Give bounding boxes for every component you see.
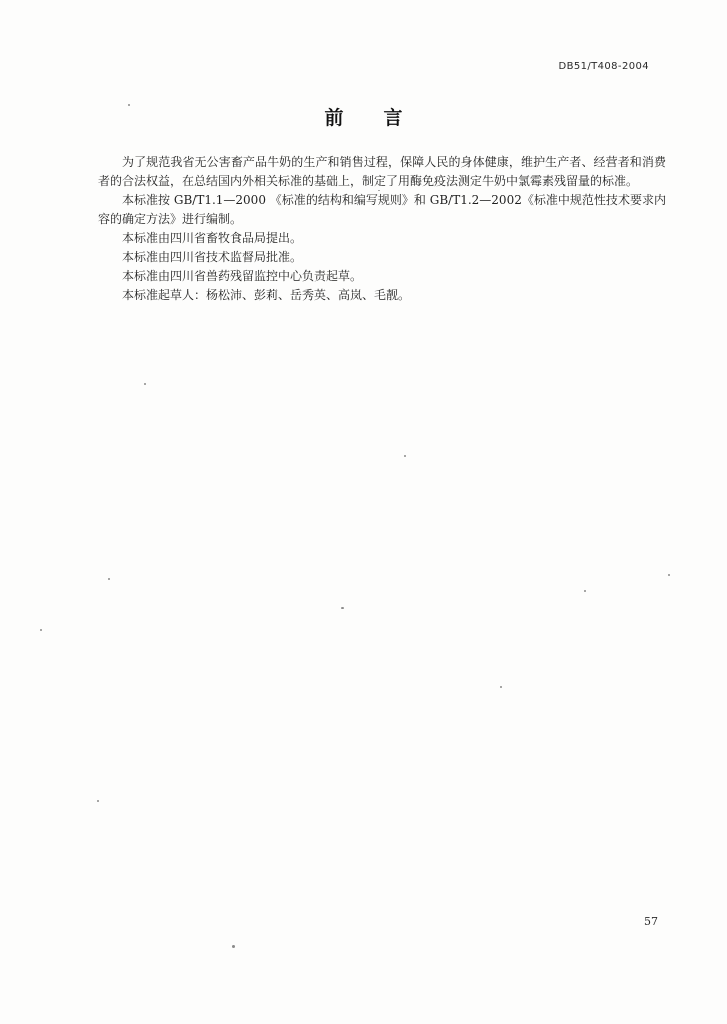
scan-speck [40,629,42,631]
scan-speck [500,686,502,688]
scan-speck [404,455,406,457]
paragraph-drafters: 本标准起草人：杨松沛、彭莉、岳秀英、高岚、毛靓。 [122,288,411,302]
paragraph-drafting-rules: 本标准按 GB/T1.1—2000 《标准的结构和编写规则》和 GB/T1.2—2002《标准中规范性技术要求内容的确定方法》进行编制。 [98,193,666,226]
scan-speck [144,383,146,385]
paragraph-proposed-by: 本标准由四川省畜牧食品局提出。 [122,231,303,245]
title-char-2: 言 [383,107,403,129]
scan-speck [584,590,586,592]
paragraph-purpose: 为了规范我省无公害畜产品牛奶的生产和销售过程，保障人民的身体健康，维护生产者、经营者和消费者的合法权益，在总结国内外相关标准的基础上，制定了用酶免疫法测定牛奶中氯霉素残留量的标准。 [98,155,666,188]
scan-speck [128,104,130,106]
scan-speck [108,578,110,580]
foreword-body [98,153,666,305]
page-title [0,103,727,130]
paragraph-approved-by: 本标准由四川省技术监督局批准。 [122,250,303,264]
scan-speck [232,945,235,948]
standard-code: DB51/T408-2004 [558,61,649,72]
scan-speck [341,607,344,609]
scan-speck [668,574,670,576]
title-char-1: 前 [324,107,344,129]
paragraph-drafted-by: 本标准由四川省兽药残留监控中心负责起草。 [122,269,363,283]
page-number: 57 [644,915,658,928]
scan-speck [97,800,99,802]
scan-speck [378,190,380,191]
